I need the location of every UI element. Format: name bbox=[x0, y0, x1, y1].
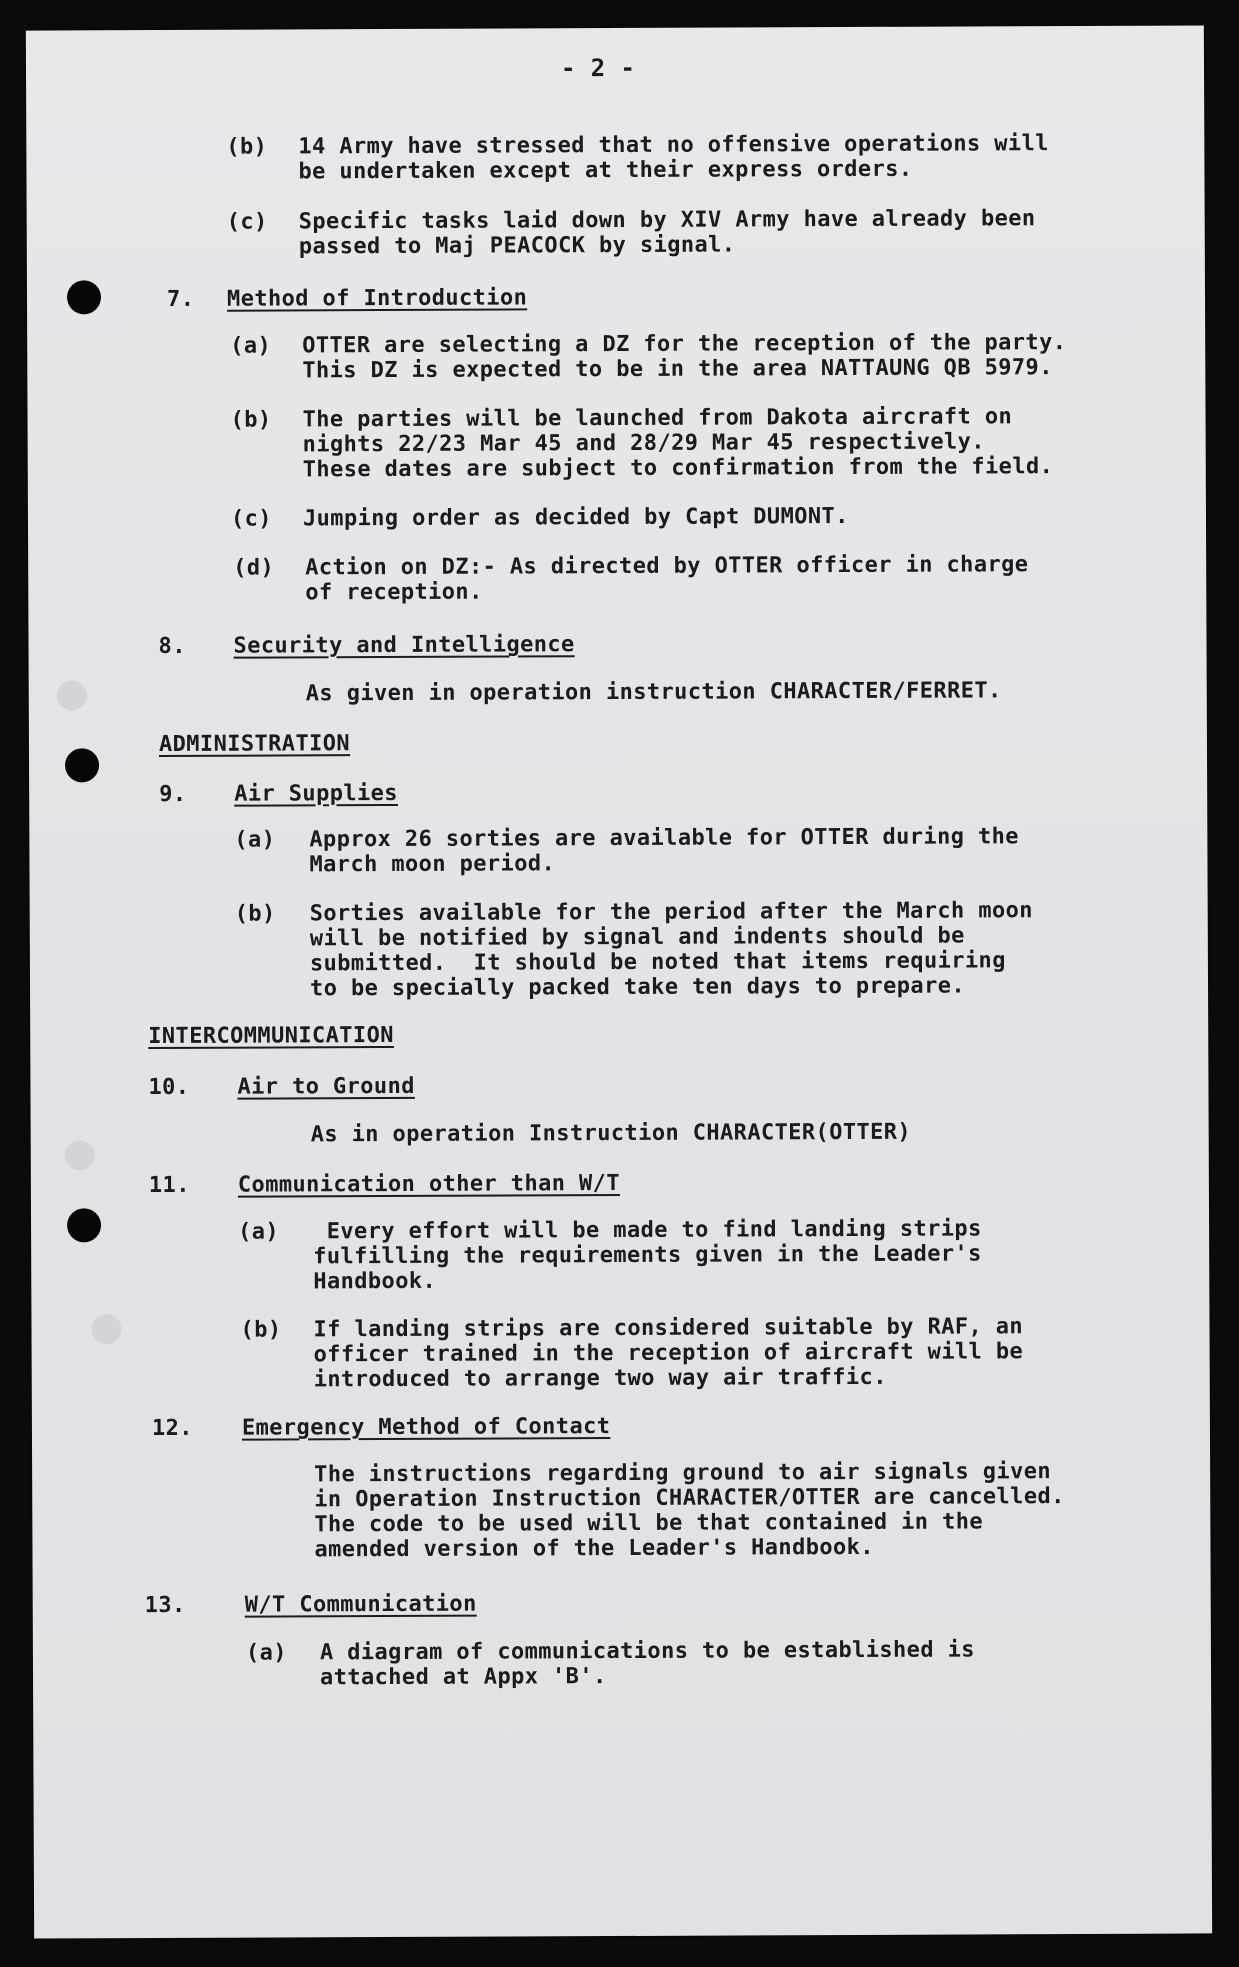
item-text: 14 Army have stressed that no offensive operations will be undertaken except at their express orders. bbox=[298, 131, 1049, 185]
section-heading: Security and Intelligence bbox=[233, 632, 575, 659]
part-heading: ADMINISTRATION bbox=[158, 731, 351, 758]
section-number: 11. bbox=[148, 1172, 190, 1199]
item-label: (d) bbox=[233, 555, 275, 581]
punch-hole-mark bbox=[91, 1314, 121, 1344]
item-label: (b) bbox=[226, 134, 268, 160]
page-number: - 2 - bbox=[560, 53, 636, 83]
section-heading: W/T Communication bbox=[244, 1591, 477, 1618]
item-label: (b) bbox=[240, 1317, 282, 1343]
section-number: 13. bbox=[144, 1592, 186, 1619]
paragraph: As given in operation instruction CHARACTER/FERRET. bbox=[305, 678, 1002, 707]
punch-hole bbox=[67, 1208, 101, 1242]
paragraph: The instructions regarding ground to air signals given in Operation Instruction CHARACTER/OTTER are cancelled. The code to be used will be that contained in the amended version of the Leader's Handbook. bbox=[314, 1459, 1065, 1563]
section-heading: Method of Introduction bbox=[226, 285, 528, 312]
section-heading: Communication other than W/T bbox=[237, 1170, 621, 1198]
section-number: 12. bbox=[151, 1415, 193, 1442]
item-label: (a) bbox=[245, 1640, 287, 1666]
item-text: Specific tasks laid down by XIV Army have already been passed to Maj PEACOCK by signal. bbox=[298, 206, 1036, 260]
section-number: 9. bbox=[159, 781, 187, 808]
section-number: 8. bbox=[158, 633, 186, 660]
item-text: A diagram of communications to be established is attached at Appx 'B'. bbox=[319, 1637, 975, 1691]
item-label: (a) bbox=[234, 827, 276, 853]
punch-hole bbox=[67, 280, 101, 314]
item-text: Approx 26 sorties are available for OTTER during the March moon period. bbox=[309, 824, 1019, 878]
item-label: (c) bbox=[230, 506, 272, 532]
item-text: OTTER are selecting a DZ for the reception of the party. This DZ is expected to be in the area NATTAUNG QB 5979. bbox=[302, 330, 1067, 384]
item-label: (a) bbox=[238, 1219, 280, 1245]
document-page bbox=[26, 25, 1212, 1938]
paragraph: As in operation Instruction CHARACTER(OTTER) bbox=[310, 1119, 912, 1148]
section-heading: Air to Ground bbox=[237, 1073, 415, 1100]
section-number: 10. bbox=[148, 1074, 190, 1101]
item-label: (b) bbox=[230, 407, 272, 433]
item-label: (b) bbox=[234, 901, 276, 927]
part-heading: INTERCOMMUNICATION bbox=[148, 1022, 394, 1050]
item-text: Every effort will be made to find landing strips fulfilling the requirements given in the Leader's Handbook. bbox=[313, 1216, 982, 1295]
item-text: If landing strips are considered suitable by RAF, an officer trained in the reception of aircraft will be introduced to arrange two way air traffic. bbox=[313, 1314, 1024, 1393]
item-text: Action on DZ:- As directed by OTTER officer in charge of reception. bbox=[305, 552, 1029, 606]
punch-hole-mark bbox=[57, 680, 87, 710]
item-text: The parties will be launched from Dakota aircraft on nights 22/23 Mar 45 and 28/29 Mar 45 respectively. These dates are subject to confirmation from the field. bbox=[302, 404, 1054, 483]
item-text: Jumping order as decided by Capt DUMONT. bbox=[302, 503, 849, 532]
section-number: 7. bbox=[166, 286, 195, 312]
section-heading: Emergency Method of Contact bbox=[241, 1414, 611, 1441]
punch-hole-mark bbox=[65, 1140, 95, 1170]
section-heading: Air Supplies bbox=[234, 780, 398, 807]
item-text: Sorties available for the period after the March moon will be notified by signal and indents should be submitted. It should be noted that items requiring to be specially packed take ten days to prepare. bbox=[309, 898, 1033, 1002]
punch-hole bbox=[65, 748, 99, 782]
item-label: (a) bbox=[230, 333, 272, 359]
item-label: (c) bbox=[226, 209, 268, 235]
